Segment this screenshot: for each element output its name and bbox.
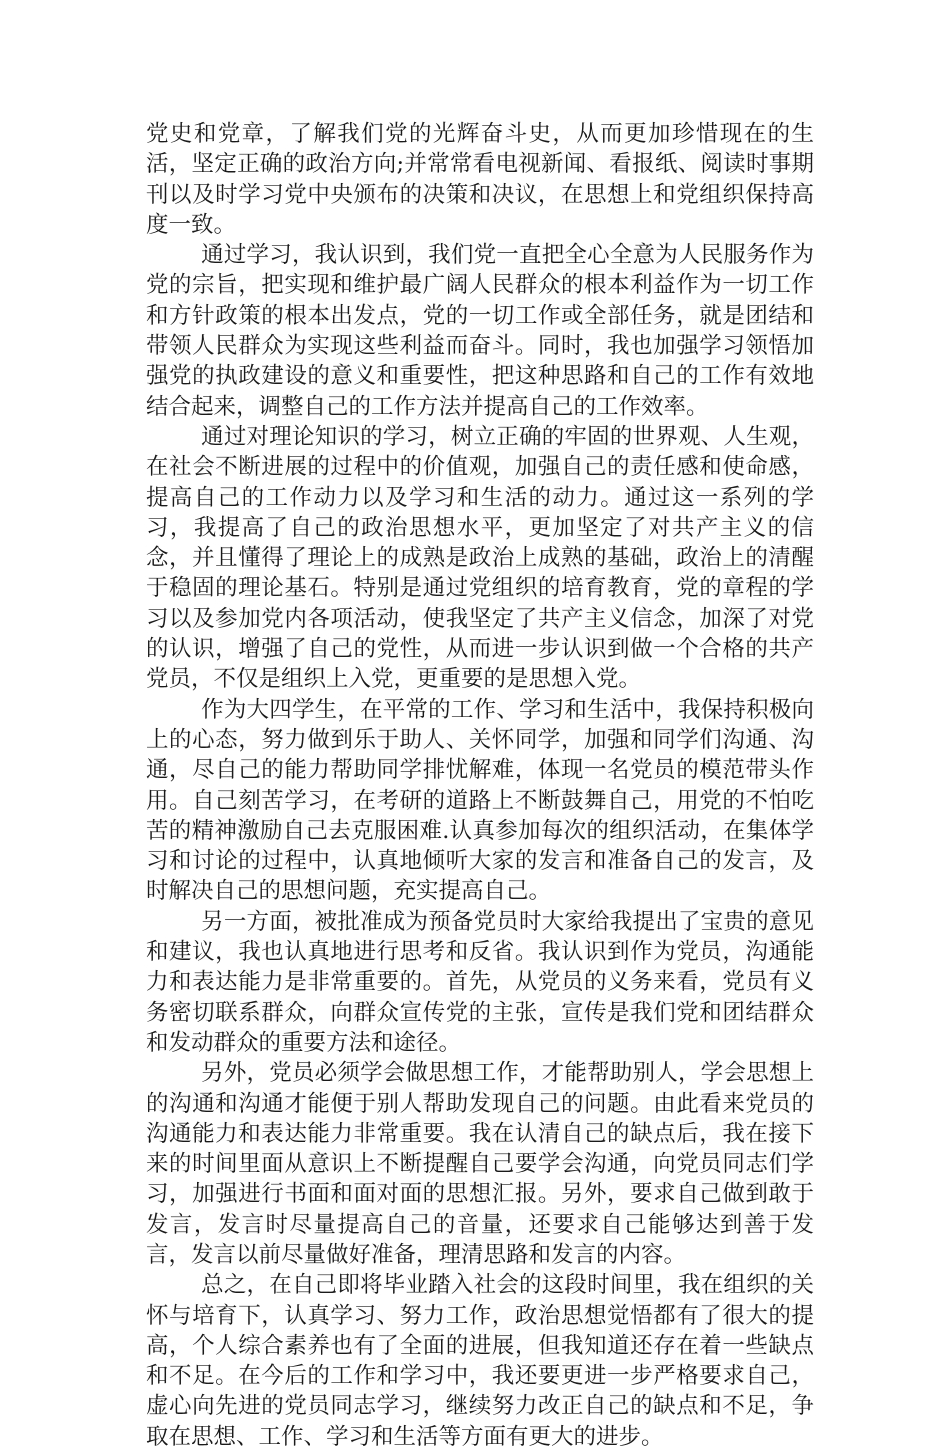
- document-body: [146, 119, 814, 1452]
- paragraph-conclusion: 总之，在自己即将毕业踏入社会的这段时间里，我在组织的关怀与培育下，认真学习、努力工作，政治思想觉悟都有了很大的提高，个人综合素养也有了全面的进展，但我知道还存在着一些缺点和不足。在今后的工作和学习中，我还要更进一步严格要求自己，虚心向先进的党员同志学习，继续努力改正自己的缺点和不足，争取在思想、工作、学习和生活等方面有更大的进步。: [146, 1272, 814, 1450]
- paragraph-continuation: 党史和党章，了解我们党的光辉奋斗史，从而更加珍惜现在的生活，坚定正确的政治方向;并常常看电视新闻、看报纸、阅读时事期刊以及时学习党中央颁布的决策和决议，在思想上和党组织保持高度一致。: [146, 121, 814, 238]
- paragraph-feedback-reflection: 另一方面，被批准成为预备党员时大家给我提出了宝贵的意见和建议，我也认真地进行思考和反省。我认识到作为党员，沟通能力和表达能力是非常重要的。首先，从党员的义务来看，党员有义务密切联系群众，向群众宣传党的主张，宣传是我们党和团结群众和发动群众的重要方法和途径。: [146, 908, 814, 1056]
- paragraph-senior-student: 作为大四学生，在平常的工作、学习和生活中，我保持积极向上的心态，努力做到乐于助人、关怀同学，加强和同学们沟通、沟通，尽自己的能力帮助同学排忧解难，体现一名党员的模范带头作用。自己刻苦学习，在考研的道路上不断鼓舞自己，用党的不怕吃苦的精神激励自己去克服困难.认真参加每次的组织活动，在集体学习和讨论的过程中，认真地倾听大家的发言和准备自己的发言，及时解决自己的思想问题，充实提高自己。: [146, 696, 814, 905]
- paragraph-communication: 另外，党员必须学会做思想工作，才能帮助别人，学会思想上的沟通和沟通才能便于别人帮助发现自己的问题。由此看来党员的沟通能力和表达能力非常重要。我在认清自己的缺点后，我在接下来的时间里面从意识上不断提醒自己要学会沟通，向党员同志们学习，加强进行书面和面对面的思想汇报。另外，要求自己做到敢于发言，发言时尽量提高自己的音量，还要求自己能够达到善于发言，发言以前尽量做好准备，理清思路和发言的内容。: [146, 1060, 814, 1268]
- paragraph-study-understanding: 通过学习，我认识到，我们党一直把全心全意为人民服务作为党的宗旨，把实现和维护最广阔人民群众的根本利益作为一切工作和方针政策的根本出发点，党的一切工作或全部任务，就是团结和带领人民群众为实现这些利益而奋斗。同时，我也加强学习领悟加强党的执政建设的意义和重要性，把这种思路和自己的工作有效地结合起来，调整自己的工作方法并提高自己的工作效率。: [146, 242, 814, 420]
- paragraph-theory-study: 通过对理论知识的学习，树立正确的牢固的世界观、人生观，在社会不断进展的过程中的价值观，加强自己的责任感和使命感，提高自己的工作动力以及学习和生活的动力。通过这一系列的学习，我提高了自己的政治思想水平，更加坚定了对共产主义的信念，并且懂得了理论上的成熟是政治上成熟的基础，政治上的清醒于稳固的理论基石。特别是通过党组织的培育教育，党的章程的学习以及参加党内各项活动，使我坚定了共产主义信念，加深了对党的认识，增强了自己的党性，从而进一步认识到做一个合格的共产党员，不仅是组织上入党，更重要的是思想入党。: [146, 423, 814, 693]
